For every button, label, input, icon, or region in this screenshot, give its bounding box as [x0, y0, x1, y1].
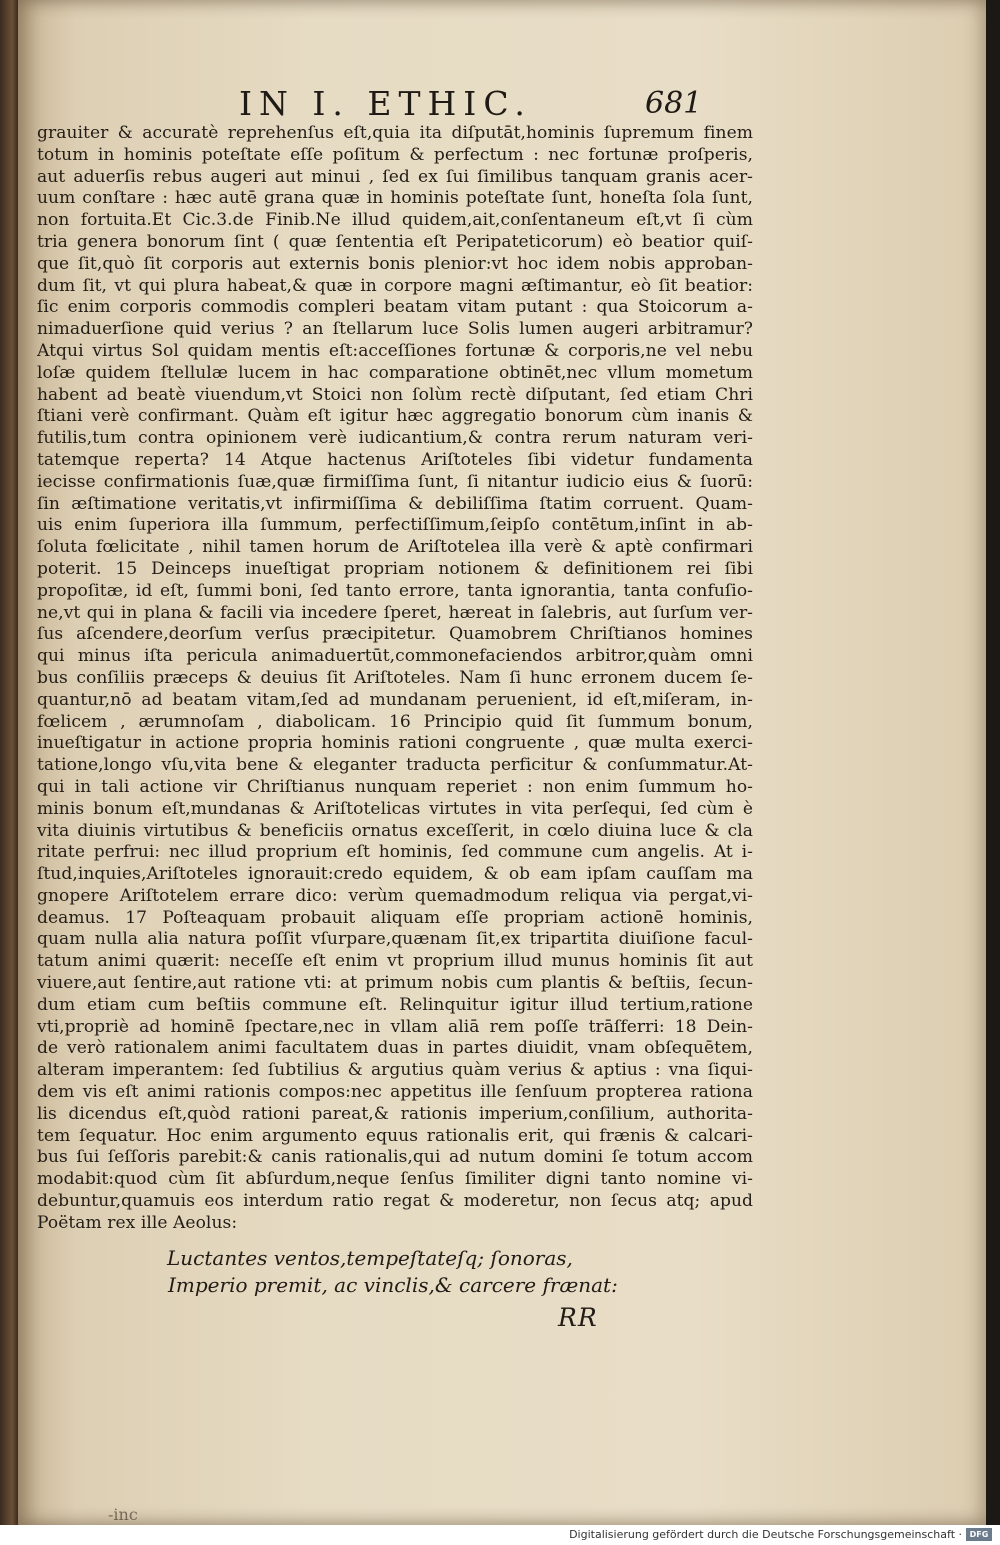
- text-line: poterit. 15 Deinceps inueſtigat propriam notionem & definitionem rei ſibi: [37, 558, 753, 579]
- dfg-logo-icon: DFG: [966, 1528, 992, 1541]
- text-line: modabit:quod cùm ſit abſurdum,neque ſenſus ſimiliter digni tanto nomine vi-: [37, 1169, 753, 1190]
- text-line: vti,propriè ad hominē ſpectare,nec in vllam aliā rem poſſe trāſferri: 18 Dein-: [37, 1016, 753, 1037]
- text-line: ſus aſcendere,deorſum verſus præcipitetur. Quamobrem Chriſtianos homines: [37, 624, 753, 645]
- book-spine: [0, 0, 20, 1545]
- body-text: [37, 123, 753, 1235]
- text-line: uis enim ſuperiora illa ſummum, perfectiſſimum,ſeipſo contētum,inſint in ab-: [37, 515, 753, 536]
- text-line: ne,vt qui in plana & facili via incedere ſperet, hæreat in ſalebris, aut ſurſum ver-: [37, 602, 753, 623]
- text-line: tatione,longo vſu,vita bene & eleganter traducta perficitur & conſummatur.At-: [37, 755, 753, 776]
- text-line: ſtud,inquies,Ariſtoteles ignorauit:credo equidem, & ob eam ipſam cauſſam ma: [37, 864, 753, 885]
- text-line: tem ſequatur. Hoc enim argumento equus rationalis erit, qui frænis & calcari-: [37, 1125, 753, 1146]
- verse-quote: [167, 1245, 618, 1299]
- text-line: Poëtam rex ille Aeolus:: [37, 1212, 238, 1233]
- footer-credit: Digitalisierung gefördert durch die Deutsche Forschungsgemeinschaft ·: [569, 1528, 962, 1541]
- book-page: [18, 0, 986, 1525]
- text-line: uum conſtare : hæc autē grana quæ in hominis poteſtate ſunt, honeſta ſola ſunt,: [37, 188, 753, 209]
- page-header: [18, 78, 986, 128]
- verse-line: Luctantes ventos,tempeſtateſq; ſonoras,: [167, 1246, 573, 1270]
- text-line: debuntur,quamuis eos interdum ratio regat & moderetur, non ſecus atq; apud: [37, 1191, 753, 1212]
- text-line: tria genera bonorum ſint ( quæ ſententia eſt Peripateticorum) eò beatior quiſ-: [37, 231, 753, 252]
- text-line: iecisse confirmationis ſuæ,quæ firmiſſima ſunt, ſi nitantur iudicio eius & ſuorū:: [37, 471, 753, 492]
- text-line: loſæ quidem ſtellulæ lucem in hac comparatione obtinēt,nec vllum mometum: [37, 362, 753, 383]
- text-line: ſoluta fœlicitate , nihil tamen horum de Ariſtotelea illa verè & aptè confirmari: [37, 537, 753, 558]
- text-line: bus ſui ſeſſoris parebit:& canis rationalis,qui ad nutum domini ſe totum accom: [37, 1147, 753, 1168]
- text-line: Atqui virtus Sol quidam mentis eſt:acceſſiones fortunæ & corporis,ne vel nebu: [37, 340, 753, 361]
- text-line: ritate perfrui: nec illud proprium eſt hominis, ſed commune cum angelis. At i-: [37, 842, 753, 863]
- text-line: propoſitæ, id eſt, ſummi boni, ſed tanto errore, tanta ignorantia, tanta confuſio-: [37, 580, 753, 601]
- text-line: ſin æſtimatione veritatis,vt infirmiſſima & debiliſſima ſtatim corruent. Quam-: [37, 493, 753, 514]
- text-line: totum in hominis poteſtate eſſe poſitum & perfectum : nec fortunæ proſperis,: [37, 144, 753, 165]
- text-line: dum ſit, vt qui plura habeat,& quæ in corpore magni æſtimantur, eò ſit beatior:: [37, 275, 753, 296]
- text-line: viuere,aut ſentire,aut ratione vti: at primum nobis cum plantis & beſtiis, ſecun-: [37, 973, 753, 994]
- catchword: RR: [558, 1303, 598, 1332]
- text-line: habent ad beatè viuendum,vt Stoici non ſolùm rectè diſputant, ſed etiam Chri: [37, 384, 753, 405]
- page-number: 681: [645, 86, 703, 121]
- text-line: qui in tali actione vir Chriſtianus nunquam reperiet : non enim ſummum ho-: [37, 776, 753, 797]
- text-line: futilis,tum contra opinionem verè iudicantium,& contra rerum naturam veri-: [37, 428, 753, 449]
- text-line: tatum animi quærit: neceſſe eſt enim vt proprium illud munus hominis ſit aut: [37, 951, 753, 972]
- running-title: IN I. ETHIC.: [239, 84, 532, 123]
- text-line: fœlicem , ærumnoſam , diabolicam. 16 Principio quid ſit ſummum bonum,: [37, 711, 753, 732]
- text-line: deamus. 17 Poſteaquam probauit aliquam eſſe propriam actionē hominis,: [37, 907, 753, 928]
- text-line: non fortuita.Et Cic.3.de Finib.Ne illud quidem,ait,conſentaneum eſt,vt ſi cùm: [37, 210, 753, 231]
- text-line: lis dicendus eſt,quòd rationi pareat,& rationis imperium,conſilium, authorita-: [37, 1103, 753, 1124]
- text-line: gnopere Ariſtotelem errare dico: verùm quemadmodum reliqua via pergat,vi-: [37, 885, 753, 906]
- text-line: vita diuinis virtutibus & beneficiis ornatus exceſſerit, in cœlo diuina luce & cla: [37, 820, 753, 841]
- text-line: dum etiam cum beſtiis commune eſt. Relinquitur igitur illud tertium,ratione: [37, 994, 753, 1015]
- text-line: quantur,nō ad beatam vitam,ſed ad mundanam peruenient, id eſt,miſeram, in-: [37, 689, 753, 710]
- text-line: alteram imperantem: ſed ſubtilius & argutius quàm verius & aptius : vna ſiqui-: [37, 1060, 753, 1081]
- text-line: aut aduerſis rebus augeri aut minui , ſed ex ſui ſimilibus tanquam granis acer-: [37, 166, 753, 187]
- text-line: inueſtigatur in actione propria hominis rationi congruente , quæ multa exerci-: [37, 733, 753, 754]
- text-line: quam nulla alia natura poſſit vſurpare,quænam ſit,ex tripartita diuiſione facul-: [37, 929, 753, 950]
- text-line: qui minus iſta pericula animaduertūt,commonefaciendos arbitror,quàm omni: [37, 646, 753, 667]
- text-line: que ſit,quò ſit corporis aut externis bonis plenior:vt hoc idem nobis approban-: [37, 253, 753, 274]
- text-line: dem vis eſt animi rationis compos:nec appetitus ille ſenſuum propterea rationa: [37, 1082, 753, 1103]
- text-line: ſic enim corporis commodis compleri beatam vitam putant : qua Stoicorum a-: [37, 297, 753, 318]
- verse-line: Imperio premit, ac vinclis,& carcere frænat:: [168, 1273, 618, 1297]
- text-line: minis bonum eſt,mundanas & Ariſtotelicas virtutes in vita perſequi, ſed cùm è: [37, 798, 753, 819]
- text-line: nimaduerſione quid verius ? an ſtellarum luce Solis lumen augeri arbitramur?: [37, 319, 753, 340]
- text-line: bus conſiliis præceps & deuius ſit Ariſtoteles. Nam ſi hunc erronem ducem ſe-: [37, 667, 753, 688]
- text-line: grauiter & accuratè reprehenſus eſt,quia ita diſputāt,hominis ſupremum finem: [37, 123, 753, 143]
- page-edge-fragment: -inc: [108, 1505, 138, 1524]
- text-line: de verò rationalem animi facultatem duas in partes diuidit, vnam obſequētem,: [37, 1038, 753, 1059]
- digitization-footer: [0, 1525, 1000, 1545]
- text-line: tatemque reperta? 14 Atque hactenus Ariſtoteles ſibi videtur fundamenta: [37, 449, 753, 470]
- text-line: ſtiani verè confirmant. Quàm eſt igitur hæc aggregatio bonorum cùm inanis &: [37, 406, 753, 427]
